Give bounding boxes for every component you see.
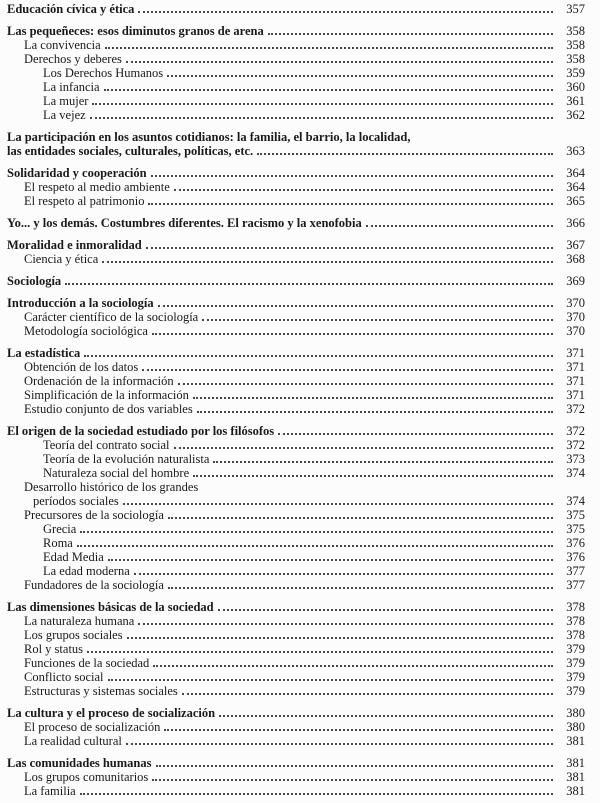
toc-entry-page: 363 <box>566 144 585 158</box>
dot-leader <box>104 89 553 91</box>
dot-leader <box>153 665 553 667</box>
dot-leader <box>87 651 553 653</box>
toc-entry-page: 358 <box>566 24 585 38</box>
toc-entry-label: La participación en los asuntos cotidianos: la familia, el barrio, la localidad, <box>7 130 411 144</box>
toc-entry <box>7 194 585 208</box>
toc-group <box>7 2 585 16</box>
toc-entry <box>7 252 585 266</box>
toc-entry-page: 374 <box>566 494 585 508</box>
toc-entry-page: 365 <box>566 194 585 208</box>
toc-entry-label: Las dimensiones básicas de la sociedad <box>7 600 214 614</box>
toc-entry-page: 379 <box>566 642 585 656</box>
toc-entry-label: Los grupos comunitarios <box>24 770 149 784</box>
dot-leader <box>126 743 553 745</box>
toc-entry-page: 359 <box>566 66 585 80</box>
toc-entry-page: 367 <box>566 238 585 252</box>
dot-leader <box>167 75 553 77</box>
toc-entry <box>7 346 585 360</box>
dot-leader <box>80 793 553 795</box>
toc-entry-label: Ciencia y ética <box>24 252 99 266</box>
dot-leader <box>278 433 553 435</box>
dot-leader <box>77 545 553 547</box>
toc-entry <box>7 80 585 94</box>
dot-leader <box>123 503 553 505</box>
toc-entry <box>7 38 585 52</box>
toc-entry-label: las entidades sociales, culturales, políticas, etc. <box>7 144 254 158</box>
toc-entry <box>7 656 585 670</box>
dot-leader <box>108 559 553 561</box>
toc-entry <box>7 670 585 684</box>
toc-entry <box>7 108 585 122</box>
toc-entry-page: 380 <box>566 720 585 734</box>
toc-entry-label: Los grupos sociales <box>24 628 123 642</box>
dot-leader <box>138 623 553 625</box>
toc-entry-label: Teoría del contrato social <box>43 438 170 452</box>
toc-entry-label: Grecia <box>43 522 77 536</box>
toc-entry <box>7 614 585 628</box>
toc-entry-label: Las comunidades humanas <box>7 756 152 770</box>
toc-entry-page: 375 <box>566 522 585 536</box>
toc-entry-page: 379 <box>566 684 585 698</box>
toc-entry-label: Obtención de los datos <box>24 360 139 374</box>
toc-entry-label: Los Derechos Humanos <box>43 66 164 80</box>
toc-entry <box>7 180 585 194</box>
toc-entry <box>7 360 585 374</box>
toc-entry <box>7 94 585 108</box>
toc-entry-label: Teoría de la evolución naturalista <box>43 452 210 466</box>
dot-leader <box>105 47 553 49</box>
toc-entry-page: 358 <box>566 38 585 52</box>
dot-leader <box>174 447 553 449</box>
toc-entry-label: Estructuras y sistemas sociales <box>24 684 178 698</box>
toc-entry <box>7 324 585 338</box>
toc-entry-label: Metodología sociológica <box>24 324 148 338</box>
toc-entry-label: La convivencia <box>24 38 101 52</box>
toc-entry-label: La mujer <box>43 94 89 108</box>
toc-entry-label: Ordenación de la información <box>24 374 174 388</box>
toc-entry-label: Educación cívica y ética <box>7 2 135 16</box>
toc-entry-label: Rol y status <box>24 642 84 656</box>
toc-entry <box>7 494 585 508</box>
toc-group <box>7 296 585 338</box>
toc-entry <box>7 536 585 550</box>
toc-entry-label: Simplificación de la información <box>24 388 189 402</box>
toc-entry <box>7 310 585 324</box>
toc-entry-label: La naturaleza humana <box>24 614 135 628</box>
toc-entry <box>7 216 585 230</box>
toc-entry-page: 381 <box>566 756 585 770</box>
toc-entry-page: 376 <box>566 550 585 564</box>
toc-entry-page: 372 <box>566 424 585 438</box>
toc-group <box>7 216 585 230</box>
toc-entry-page: 358 <box>566 52 585 66</box>
dot-leader <box>152 333 553 335</box>
dot-leader <box>138 11 553 13</box>
dot-leader <box>148 203 553 205</box>
toc-entry <box>7 52 585 66</box>
dot-leader <box>193 397 553 399</box>
toc-entry-label: Conflicto social <box>24 670 104 684</box>
toc-entry-page: 374 <box>566 466 585 480</box>
toc-entry-page: 381 <box>566 734 585 748</box>
toc-entry-page: 370 <box>566 310 585 324</box>
toc-group <box>7 130 585 158</box>
toc-entry-label: La estadística <box>7 346 81 360</box>
toc-group <box>7 756 585 798</box>
toc-group <box>7 600 585 698</box>
dot-leader <box>193 475 553 477</box>
toc-entry-label: El respeto al patrimonio <box>24 194 145 208</box>
toc-entry <box>7 24 585 38</box>
dot-leader <box>127 637 553 639</box>
dot-leader <box>142 369 553 371</box>
toc-entry <box>7 578 585 592</box>
toc-entry-label: Funciones de la sociedad <box>24 656 150 670</box>
toc-entry-page: 378 <box>566 600 585 614</box>
toc-entry-label: El respeto al medio ambiente <box>24 180 170 194</box>
toc-entry-page: 376 <box>566 536 585 550</box>
toc-entry-label: Naturaleza social del hombre <box>43 466 190 480</box>
toc-entry <box>7 130 585 144</box>
toc-entry <box>7 480 585 494</box>
toc-entry-label: La infancia <box>43 80 100 94</box>
toc-entry-label: Sociología <box>7 274 62 288</box>
toc-entry <box>7 66 585 80</box>
dot-leader <box>146 247 553 249</box>
toc-entry-page: 375 <box>566 508 585 522</box>
toc-entry-label: Desarrollo histórico de los grandes <box>24 480 199 494</box>
toc-entry <box>7 756 585 770</box>
toc-entry <box>7 642 585 656</box>
toc-entry <box>7 522 585 536</box>
toc-entry <box>7 438 585 452</box>
toc-entry <box>7 144 585 158</box>
toc-entry <box>7 238 585 252</box>
toc-entry-page: 370 <box>566 296 585 310</box>
toc-entry-page: 362 <box>566 108 585 122</box>
toc-entry-label: períodos sociales <box>33 494 119 508</box>
toc-entry-label: Yo... y los demás. Costumbres diferentes. El racismo y la xenofobia <box>7 216 362 230</box>
dot-leader <box>182 693 553 695</box>
toc-entry-label: Estudio conjunto de dos variables <box>24 402 193 416</box>
toc-entry-page: 372 <box>566 438 585 452</box>
toc-entry-page: 371 <box>566 360 585 374</box>
dot-leader <box>108 679 554 681</box>
toc-entry-page: 369 <box>566 274 585 288</box>
dot-leader <box>152 779 553 781</box>
dot-leader <box>168 517 553 519</box>
toc-entry-label: Las pequeñeces: esos diminutos granos de arena <box>7 24 264 38</box>
dot-leader <box>158 305 553 307</box>
dot-leader <box>202 319 553 321</box>
toc-entry <box>7 296 585 310</box>
toc-entry-page: 371 <box>566 388 585 402</box>
toc-entry-label: La familia <box>24 784 76 798</box>
toc-list <box>7 2 585 798</box>
toc-entry-page: 371 <box>566 346 585 360</box>
toc-entry-label: Solidaridad y cooperación <box>7 166 147 180</box>
toc-entry-label: Roma <box>43 536 73 550</box>
toc-entry-label: Edad Media <box>43 550 104 564</box>
dot-leader <box>197 411 553 413</box>
dot-leader <box>65 283 553 285</box>
toc-entry-page: 364 <box>566 180 585 194</box>
toc-entry <box>7 564 585 578</box>
toc-entry-label: Derechos y deberes <box>24 52 122 66</box>
toc-entry-page: 381 <box>566 784 585 798</box>
toc-entry <box>7 720 585 734</box>
toc-entry <box>7 452 585 466</box>
toc-entry <box>7 466 585 480</box>
toc-entry-label: Introducción a la sociología <box>7 296 154 310</box>
dot-leader <box>213 461 553 463</box>
toc-entry <box>7 600 585 614</box>
toc-entry-page: 370 <box>566 324 585 338</box>
toc-entry-page: 381 <box>566 770 585 784</box>
toc-group <box>7 24 585 122</box>
dot-leader <box>168 587 553 589</box>
dot-leader <box>92 103 553 105</box>
toc-entry <box>7 2 585 16</box>
toc-entry-page: 379 <box>566 656 585 670</box>
dot-leader <box>257 153 553 155</box>
toc-entry-page: 377 <box>566 578 585 592</box>
toc-entry-page: 372 <box>566 402 585 416</box>
toc-entry <box>7 734 585 748</box>
toc-entry-page: 360 <box>566 80 585 94</box>
toc-entry-page: 366 <box>566 216 585 230</box>
toc-entry-label: Precursores de la sociología <box>24 508 164 522</box>
dot-leader <box>178 383 553 385</box>
toc-entry <box>7 424 585 438</box>
toc-entry <box>7 274 585 288</box>
toc-entry-page: 361 <box>566 94 585 108</box>
toc-entry-label: La cultura y el proceso de socialización <box>7 706 216 720</box>
toc-entry-page: 357 <box>566 2 585 16</box>
toc-group <box>7 166 585 208</box>
dot-leader <box>84 355 553 357</box>
dot-leader <box>268 33 553 35</box>
toc-entry-label: Carácter científico de la sociología <box>24 310 199 324</box>
toc-group <box>7 424 585 592</box>
toc-group <box>7 346 585 416</box>
toc-entry-label: La vejez <box>43 108 86 122</box>
toc-entry <box>7 388 585 402</box>
dot-leader <box>80 531 553 533</box>
toc-entry <box>7 374 585 388</box>
toc-entry <box>7 684 585 698</box>
toc-entry-page: 379 <box>566 670 585 684</box>
toc-entry <box>7 166 585 180</box>
toc-entry-page: 380 <box>566 706 585 720</box>
toc-entry-page: 378 <box>566 614 585 628</box>
toc-entry <box>7 550 585 564</box>
toc-group <box>7 238 585 266</box>
toc-group <box>7 706 585 748</box>
dot-leader <box>90 117 553 119</box>
toc-entry-page: 378 <box>566 628 585 642</box>
toc-entry-page: 368 <box>566 252 585 266</box>
toc-entry <box>7 784 585 798</box>
toc-entry-label: La edad moderna <box>43 564 130 578</box>
toc-entry <box>7 770 585 784</box>
dot-leader <box>134 573 553 575</box>
dot-leader <box>156 765 554 767</box>
toc-entry <box>7 508 585 522</box>
dot-leader <box>102 261 553 263</box>
toc-entry-page: 364 <box>566 166 585 180</box>
dot-leader <box>164 729 553 731</box>
toc-entry-page: 371 <box>566 374 585 388</box>
toc-entry-label: Fundadores de la sociología <box>24 578 164 592</box>
dot-leader <box>219 715 553 717</box>
toc-entry-label: El origen de la sociedad estudiado por los filósofos <box>7 424 275 438</box>
toc-entry-label: La realidad cultural <box>24 734 122 748</box>
dot-leader <box>218 609 553 611</box>
toc-entry <box>7 402 585 416</box>
toc-entry-page: 377 <box>566 564 585 578</box>
dot-leader <box>151 175 553 177</box>
dot-leader <box>126 61 553 63</box>
toc-entry <box>7 706 585 720</box>
toc-entry-label: El proceso de socialización <box>24 720 161 734</box>
toc-group <box>7 274 585 288</box>
dot-leader <box>366 225 553 227</box>
toc-entry <box>7 628 585 642</box>
toc-entry-label: Moralidad e inmoralidad <box>7 238 142 252</box>
toc-entry-page: 373 <box>566 452 585 466</box>
dot-leader <box>174 189 553 191</box>
